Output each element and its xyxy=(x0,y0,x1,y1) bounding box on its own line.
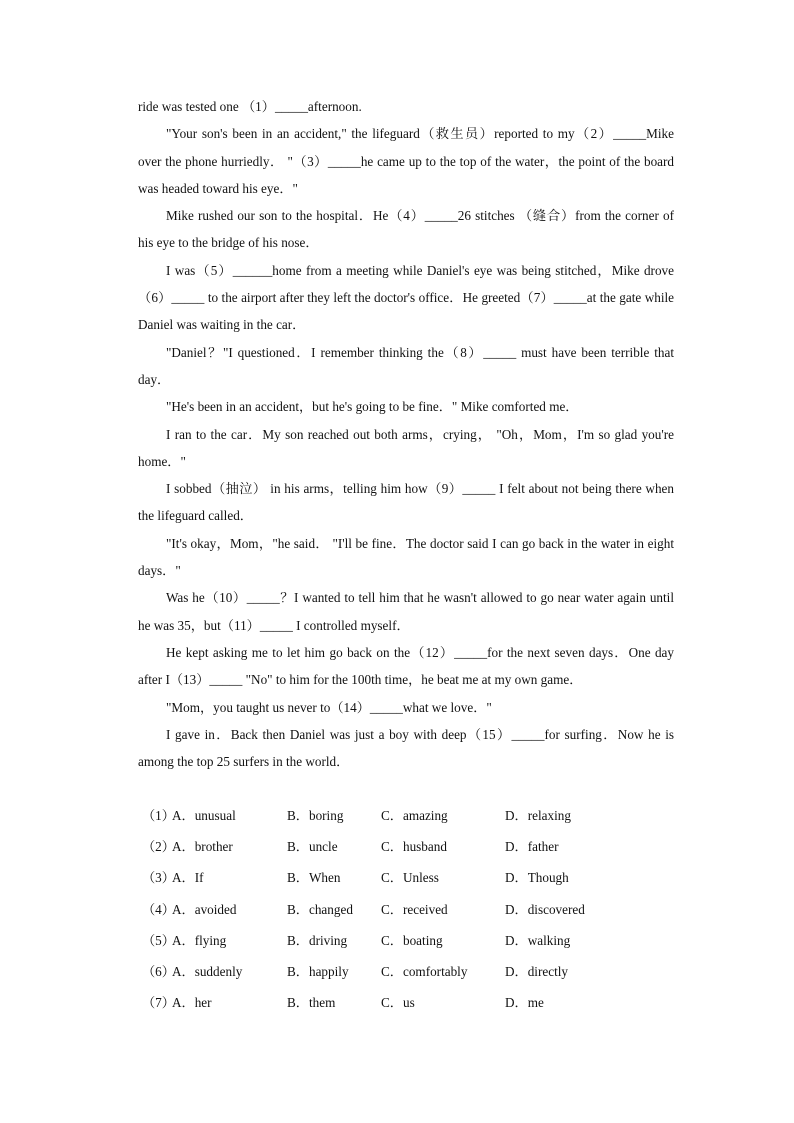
paragraph: "It's okay，Mom，"he said． "I'll be fine．The doctor said I can go back in the water in eight days．" xyxy=(138,535,674,579)
question-number: （7） xyxy=(142,995,175,1011)
option-a: A．If xyxy=(172,870,204,886)
reading-passage xyxy=(138,93,674,775)
option-a: A．avoided xyxy=(172,901,237,917)
option-d: D．me xyxy=(505,995,544,1011)
question-number: （6） xyxy=(142,963,175,979)
paragraph: "He's been in an accident，but he's going to be fine．" Mike comforted me． xyxy=(166,399,579,415)
option-a: A．suddenly xyxy=(172,963,243,979)
option-a: A．flying xyxy=(172,932,227,948)
option-d: D．relaxing xyxy=(505,808,571,823)
option-a: A．her xyxy=(172,995,212,1011)
option-c: C．comfortably xyxy=(381,963,468,979)
question-number: （4） xyxy=(142,901,175,917)
paragraph: I sobbed（抽泣） in his arms，telling him how（9）_____ I felt about not being there when the lifeguard called． xyxy=(138,481,674,524)
option-row xyxy=(138,956,674,987)
option-d: D．father xyxy=(505,839,559,855)
option-b: B．uncle xyxy=(287,839,338,855)
paragraph: He kept asking me to let him go back on the（12）_____for the next seven days．One day after I（13）_____ "No" to him for the 100th time，he beat me at my own game． xyxy=(138,644,674,688)
option-c: C．husband xyxy=(381,839,447,855)
option-c: C．amazing xyxy=(381,808,448,823)
paragraph: Was he（10）_____？I wanted to tell him that he wasn't allowed to go near water again until he was 35，but（11）_____ I controlled myself． xyxy=(138,590,674,633)
option-b: B．them xyxy=(287,995,336,1011)
option-d: D．discovered xyxy=(505,901,585,917)
option-b: B．changed xyxy=(287,901,353,917)
question-number: （1） xyxy=(142,808,175,823)
paragraph: I ran to the car．My son reached out both arms，crying， "Oh，Mom，I'm so glad you're home．" xyxy=(138,426,674,469)
paragraph: "Daniel？"I questioned．I remember thinking the（8）_____ must have been terrible that day． xyxy=(138,344,674,387)
paragraph: I gave in．Back then Daniel was just a boy with deep（15）_____for surfing．Now he is among the top 25 surfers in the world． xyxy=(138,726,674,770)
paragraph: Mike rushed our son to the hospital．He（4）_____26 stitches （缝合）from the corner of his eye to the bridge of his nose． xyxy=(138,208,674,251)
question-number: （5） xyxy=(142,932,175,948)
question-number: （3） xyxy=(142,870,175,886)
option-b: B．When xyxy=(287,870,341,886)
option-c: C．received xyxy=(381,901,448,917)
option-c: C．us xyxy=(381,995,415,1011)
option-a: A．unusual xyxy=(172,808,236,823)
answer-options xyxy=(138,800,674,1018)
option-row xyxy=(138,894,674,925)
question-number: （2） xyxy=(142,839,175,855)
option-row xyxy=(138,987,674,1018)
option-b: B．boring xyxy=(287,808,344,823)
option-b: B．driving xyxy=(287,932,348,948)
option-row xyxy=(138,831,674,862)
option-c: C．Unless xyxy=(381,870,439,886)
option-row xyxy=(138,862,674,893)
paragraph: ride was tested one （1）_____afternoon. xyxy=(138,99,362,114)
option-b: B．happily xyxy=(287,963,349,979)
option-row xyxy=(138,925,674,956)
option-d: D．Though xyxy=(505,870,569,886)
paragraph: I was（5）______home from a meeting while Daniel's eye was being stitched，Mike drove（6）_____ to the airport after they left the doctor's office．He greeted（7）_____at the gate while Daniel was waiting in the car． xyxy=(138,262,674,333)
option-c: C．boating xyxy=(381,932,443,948)
option-d: D．directly xyxy=(505,963,568,979)
paragraph: "Mom，you taught us never to（14）_____what we love．" xyxy=(166,699,492,715)
option-d: D．walking xyxy=(505,932,571,948)
option-a: A．brother xyxy=(172,839,233,855)
paragraph: "Your son's been in an accident," the lifeguard（救生员）reported to my（2）_____Mike over the phone hurriedly． "（3）_____he came up to the top of the water，the point of the board was headed toward his eye．" xyxy=(138,126,674,196)
option-row xyxy=(138,800,674,831)
